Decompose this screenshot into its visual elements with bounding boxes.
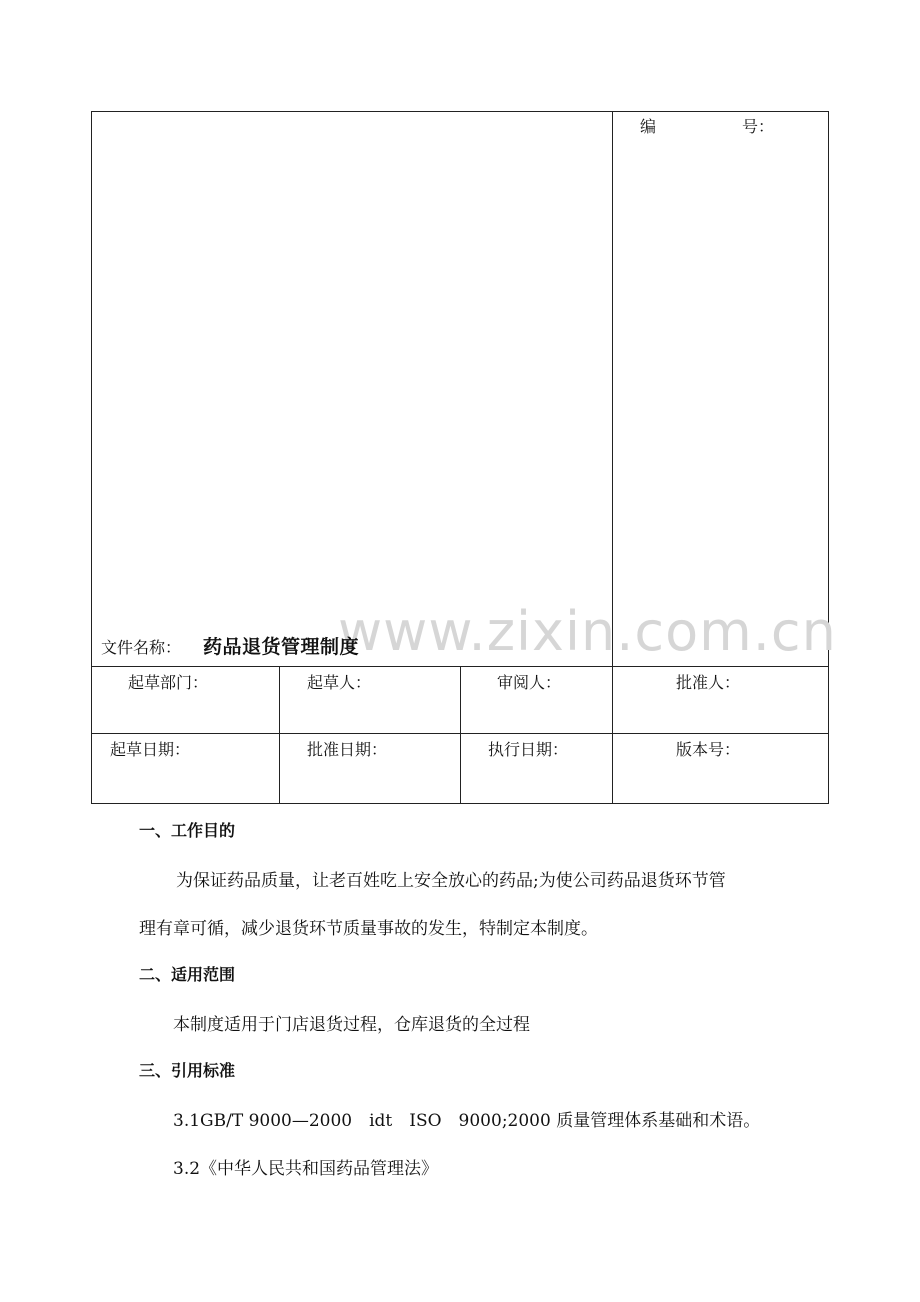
reviewer-label: 审阅人： — [497, 673, 562, 692]
reference-item: 3.1GB/T 9000—2000 idt ISO 9000;2000 质量管理体系基础和术语。 — [173, 1111, 761, 1131]
section-heading-scope: 二、适用范围 — [139, 965, 236, 984]
document-code-label — [640, 114, 774, 137]
form-divider — [612, 111, 613, 804]
drafter-label: 起草人： — [307, 673, 372, 692]
document-name — [101, 632, 359, 659]
drafting-date-label: 起草日期： — [110, 740, 191, 759]
section-heading-purpose: 一、工作目的 — [139, 821, 236, 840]
drafting-department-label: 起草部门： — [128, 673, 209, 692]
paragraph-line: 理有章可循，减少退货环节质量事故的发生，特制定本制度。 — [139, 919, 598, 939]
approval-date-label: 批准日期： — [307, 740, 388, 759]
code-label-right: 号： — [742, 117, 775, 136]
form-divider — [279, 666, 280, 804]
version-label: 版本号： — [676, 740, 741, 759]
effective-date-label: 执行日期： — [488, 740, 569, 759]
paragraph-line: 为保证药品质量，让老百姓吃上安全放心的药品;为使公司药品退货环节管 — [176, 871, 726, 891]
document-title: 药品退货管理制度 — [203, 636, 360, 658]
section-heading-references: 三、引用标准 — [139, 1061, 236, 1080]
code-label-left: 编 — [640, 117, 657, 136]
reference-item: 3.2《中华人民共和国药品管理法》 — [173, 1159, 439, 1179]
watermark: www.zixin.com.cn — [338, 600, 837, 663]
paragraph-line: 本制度适用于门店退货过程，仓库退货的全过程 — [173, 1015, 530, 1035]
document-name-label: 文件名称： — [101, 638, 182, 657]
approver-label: 批准人： — [676, 673, 741, 692]
form-divider — [460, 666, 461, 804]
